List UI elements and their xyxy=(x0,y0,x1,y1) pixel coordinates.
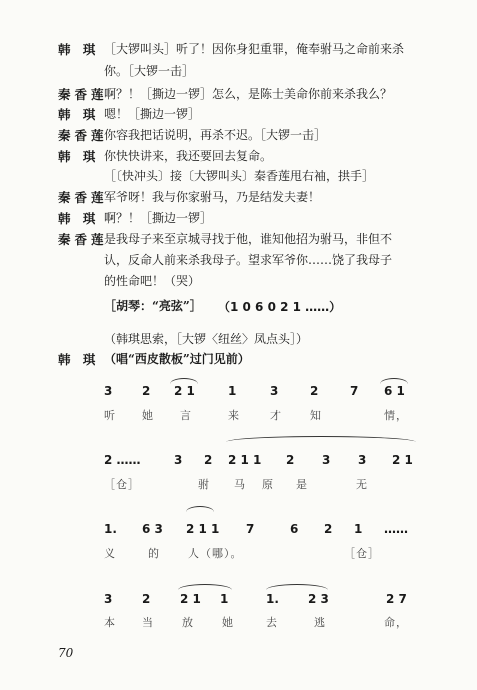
speaker: 秦香莲 xyxy=(58,128,108,143)
note: 1 xyxy=(354,522,363,536)
speaker: 秦香莲 xyxy=(58,87,108,102)
lyric: 来 xyxy=(228,409,240,422)
note: 2 1 xyxy=(180,592,201,606)
note: 3 xyxy=(174,453,183,467)
page-number: 70 xyxy=(58,646,74,660)
dialogue-line: ［大锣叫头］听了！因你身犯重罪，俺奉驸马之命前来杀 xyxy=(104,42,405,56)
dialogue-line: 啊？！［撕边一锣］ xyxy=(104,211,213,225)
slur xyxy=(178,584,232,590)
note: 1. xyxy=(266,592,279,606)
huqin-notes: （1 0 6 0 2 1 ……） xyxy=(218,300,342,314)
speaker: 秦香莲 xyxy=(58,190,108,205)
speaker: 韩 琪 xyxy=(58,352,100,367)
note: …… xyxy=(384,522,408,536)
note: 3 xyxy=(270,384,279,398)
speaker: 韩 琪 xyxy=(58,42,100,57)
lyric: ［仓］ xyxy=(344,547,380,560)
note: 2 xyxy=(310,384,319,398)
dialogue-line: 是我母子来至京城寻找于他，谁知他招为驸马，非但不 xyxy=(104,232,393,246)
note: 2 1 xyxy=(174,384,195,398)
slur xyxy=(380,378,408,384)
note: 1. xyxy=(104,522,117,536)
lyric: 她 xyxy=(142,409,154,422)
speaker: 韩 琪 xyxy=(58,211,100,226)
note: 2 3 xyxy=(308,592,329,606)
lyric: 逃 xyxy=(314,616,326,629)
slur xyxy=(266,584,328,590)
dialogue-line: 军爷呀！我与你家驸马，乃是结发夫妻！ xyxy=(104,190,321,204)
note: 3 xyxy=(322,453,331,467)
slur xyxy=(226,436,416,442)
dialogue-line: 你。［大锣一击］ xyxy=(104,64,195,78)
dialogue-line: 的性命吧！（哭） xyxy=(104,274,201,288)
lyric: ［仓］ xyxy=(104,478,140,491)
lyric: 放 xyxy=(182,616,194,629)
note: 1 xyxy=(220,592,229,606)
dialogue-line: 嗯！［撕边一锣］ xyxy=(104,107,201,121)
note: 7 xyxy=(350,384,359,398)
stage-direction: （韩琪思索，［大锣〈纽丝〉凤点头］） xyxy=(104,332,309,346)
lyric: 义 xyxy=(104,547,116,560)
lyric: 人（哪）。 xyxy=(188,547,243,560)
lyric: 无 xyxy=(356,478,368,491)
speaker: 韩 琪 xyxy=(58,107,100,122)
stage-direction: ［〔快冲头〕接〔大锣叫头〕秦香莲甩右袖，拱手］ xyxy=(104,169,375,183)
lyric: 的 xyxy=(148,547,160,560)
note: 2 1 xyxy=(392,453,413,467)
dialogue-line: 认，反命人前来杀我母子。望求军爷你……饶了我母子 xyxy=(104,253,393,267)
lyric: 才 xyxy=(270,409,282,422)
note: 2 1 1 xyxy=(228,453,262,467)
lyric: 言 xyxy=(180,409,192,422)
note: 2 xyxy=(142,592,151,606)
lyric: 当 xyxy=(142,616,154,629)
note: 6 3 xyxy=(142,522,163,536)
note: 3 xyxy=(358,453,367,467)
lyric: 命， xyxy=(384,616,408,629)
note: 2 xyxy=(142,384,151,398)
speaker: 秦香莲 xyxy=(58,232,108,247)
lyric: 原 xyxy=(262,478,274,491)
lyric: 本 xyxy=(104,616,116,629)
note: 2 xyxy=(324,522,333,536)
slur xyxy=(170,378,198,384)
speaker: 韩 琪 xyxy=(58,149,100,164)
dialogue-line: 你容我把话说明，再杀不迟。［大锣一击］ xyxy=(104,128,327,142)
lyric: 情， xyxy=(384,409,408,422)
huqin-cue: ［胡琴：“亮弦”］ xyxy=(104,299,202,313)
lyric: 是 xyxy=(296,478,308,491)
note: 2 xyxy=(204,453,213,467)
note: 2 1 1 xyxy=(186,522,220,536)
lyric: 知 xyxy=(310,409,322,422)
lyric: 驸 xyxy=(198,478,210,491)
singing-direction: （唱“西皮散板”过门见前） xyxy=(104,352,250,366)
lyric: 她 xyxy=(222,616,234,629)
note: 7 xyxy=(246,522,255,536)
lyric: 听 xyxy=(104,409,116,422)
lyric: 马 xyxy=(234,478,246,491)
dialogue-line: 啊？！［撕边一锣］怎么，是陈士美命你前来杀我么？ xyxy=(104,87,393,101)
note: 1 xyxy=(228,384,237,398)
note: 2 xyxy=(286,453,295,467)
note: 6 xyxy=(290,522,299,536)
note: 3 xyxy=(104,384,113,398)
note: 2 7 xyxy=(386,592,407,606)
note: 6 1 xyxy=(384,384,405,398)
note: 3 xyxy=(104,592,113,606)
dialogue-line: 你快快讲来，我还要回去复命。 xyxy=(104,149,273,163)
slur xyxy=(186,506,214,512)
note: 2 …… xyxy=(104,453,141,467)
lyric: 去 xyxy=(266,616,278,629)
